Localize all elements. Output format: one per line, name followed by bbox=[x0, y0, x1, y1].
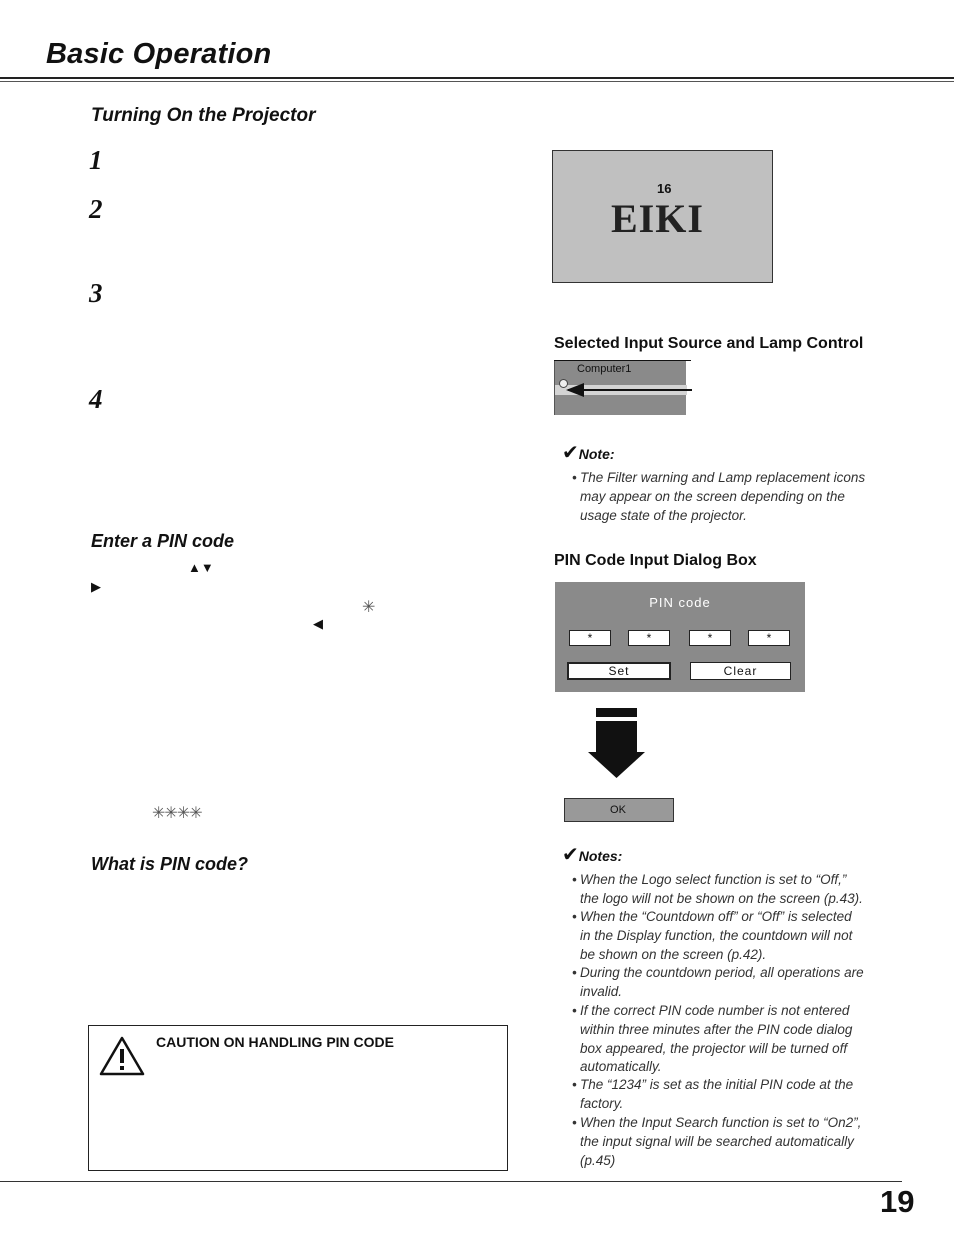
note-bullet: • bbox=[572, 1077, 577, 1092]
notes-title: Notes: bbox=[578, 848, 623, 864]
pin-digit-field[interactable]: * bbox=[689, 630, 731, 646]
clear-button[interactable]: Clear bbox=[690, 662, 791, 680]
figure-heading-pin-dialog: PIN Code Input Dialog Box bbox=[554, 552, 757, 569]
caution-heading: CAUTION ON HANDLING PIN CODE bbox=[156, 1034, 394, 1050]
pin-digit-field[interactable]: * bbox=[628, 630, 670, 646]
header-rule bbox=[0, 77, 954, 79]
pin-digit-field[interactable]: * bbox=[569, 630, 611, 646]
page-title: Basic Operation bbox=[46, 38, 272, 70]
footer-rule bbox=[0, 1181, 902, 1182]
notes-header bbox=[562, 842, 622, 867]
right-arrow-icon: ▶ bbox=[91, 579, 101, 594]
note-item: • bbox=[572, 470, 577, 485]
note-item-text: When the Input Search function is set to “On2”, the input signal will be searched automatically (p.45) bbox=[580, 1115, 862, 1168]
ok-label: OK bbox=[610, 804, 626, 816]
pin-dialog-title: PIN code bbox=[649, 595, 711, 610]
masked-pin-code: ✳✳✳✳ bbox=[152, 803, 202, 822]
startup-screen-figure bbox=[552, 150, 773, 283]
left-arrow-icon: ◀ bbox=[313, 616, 323, 631]
brand-logo: EIKI bbox=[611, 196, 704, 241]
step-number-3: 3 bbox=[89, 278, 103, 308]
caution-box bbox=[88, 1025, 508, 1171]
section-heading-what-is-pin: What is PIN code? bbox=[91, 854, 249, 874]
input-source-label: Computer1 bbox=[577, 363, 632, 375]
section-heading-turning-on: Turning On the Projector bbox=[91, 105, 316, 126]
note-bullet: • bbox=[572, 1115, 577, 1130]
step-number-4: 4 bbox=[89, 384, 103, 414]
checkmark-icon: ✔ bbox=[562, 442, 579, 464]
up-down-arrow-icon: ▲▼ bbox=[188, 560, 214, 575]
note-bullet: • bbox=[572, 965, 577, 980]
step-number-1: 1 bbox=[89, 145, 103, 175]
note-item-text: If the correct PIN code number is not entered within three minutes after the PIN code dialog box appeared, the projector will be turned off automatically. bbox=[580, 1003, 853, 1075]
note-item-text: The Filter warning and Lamp replacement icons may appear on the screen depending on the usage state of the projector. bbox=[580, 470, 866, 523]
note-header bbox=[562, 440, 615, 465]
asterisk-icon: ✳ bbox=[362, 597, 376, 616]
note-title: Note: bbox=[578, 446, 615, 462]
down-arrow-icon bbox=[588, 708, 646, 785]
countdown-number: 16 bbox=[657, 181, 672, 196]
note-item-text: The “1234” is set as the initial PIN code at the factory. bbox=[580, 1077, 854, 1111]
page-number: 19 bbox=[880, 1184, 915, 1219]
pointer-arrow-icon bbox=[566, 383, 584, 397]
ok-display bbox=[564, 798, 674, 822]
note-bullet: • bbox=[572, 909, 577, 924]
section-heading-enter-pin: Enter a PIN code bbox=[91, 531, 235, 551]
step-number-2: 2 bbox=[89, 194, 103, 224]
figure-heading-input-source: Selected Input Source and Lamp Control bbox=[554, 335, 864, 352]
note-item-text: When the Logo select function is set to “Off,” the logo will not be shown on the screen (p.43). bbox=[580, 872, 863, 906]
note-item-text: When the “Countdown off” or “Off” is selected in the Display function, the countdown will not be shown on the screen (p.42). bbox=[580, 909, 853, 962]
note-bullet: • bbox=[572, 1003, 577, 1018]
header-rule-thin bbox=[0, 81, 954, 82]
pointer-line bbox=[568, 389, 692, 391]
pin-digit-field[interactable]: * bbox=[748, 630, 790, 646]
pin-code-dialog bbox=[555, 582, 805, 692]
note-bullet: • bbox=[572, 872, 577, 887]
warning-icon bbox=[99, 1036, 145, 1081]
set-button[interactable]: Set bbox=[567, 662, 671, 680]
note-item-text: During the countdown period, all operations are invalid. bbox=[580, 965, 864, 999]
checkmark-icon: ✔ bbox=[562, 844, 579, 866]
